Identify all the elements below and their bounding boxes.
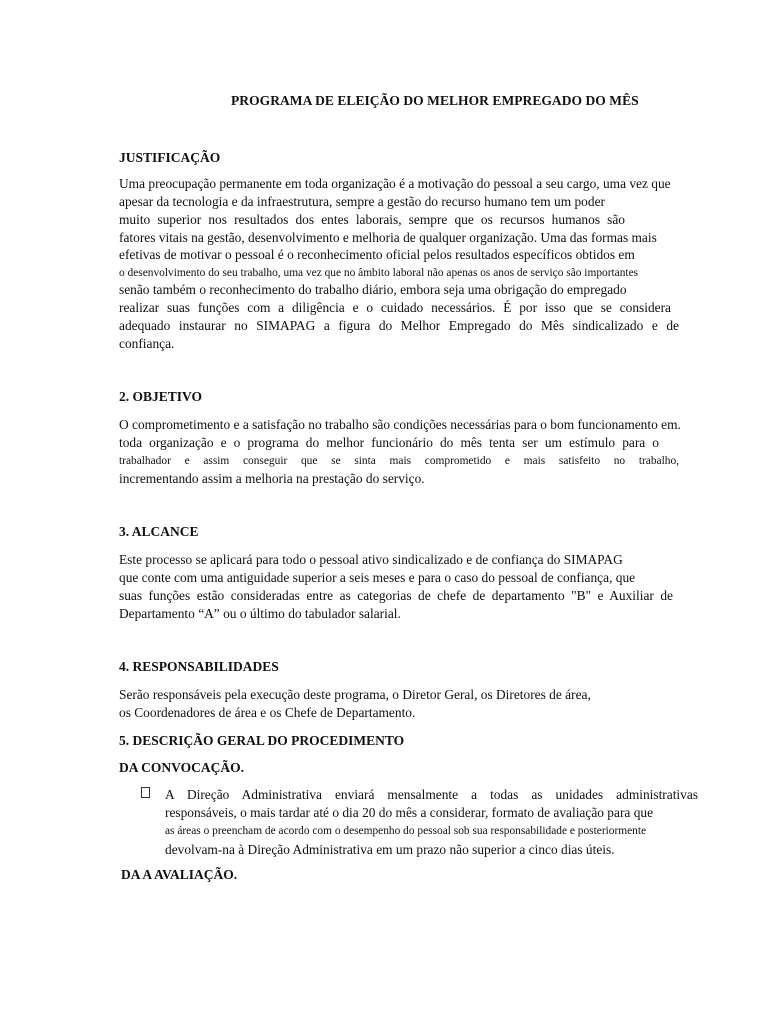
convocacao-line-4: devolvam-na à Direção Administrativa em um prazo não superior a cinco dias úteis.: [165, 842, 615, 857]
objetivo-line-1: O comprometimento e a satisfação no trabalho são condições necessárias para o bom funcionamento em.: [119, 417, 681, 432]
justificacao-line-1: Uma preocupação permanente em toda organização é a motivação do pessoal a seu cargo, uma vez que: [119, 176, 671, 191]
justificacao-line-5: efetivas de motivar o pessoal é o reconhecimento oficial pelos resultados específicos obtidos em: [119, 247, 635, 262]
justificacao-line-4: fatores vitais na gestão, desenvolvimento e melhoria de qualquer organização. Uma das formas mais: [119, 230, 657, 245]
convocacao-line-2: responsáveis, o mais tardar até o dia 20 do mês a considerar, formato de avaliação para que: [165, 805, 654, 820]
heading-descricao: 5. DESCRIÇÃO GERAL DO PROCEDIMENTO: [119, 733, 405, 748]
heading-justificacao: JUSTIFICAÇÃO: [119, 150, 221, 165]
objetivo-line-4: incrementando assim a melhoria na prestação do serviço.: [119, 471, 425, 486]
objetivo-line-2: toda organização e o programa do melhor funcionário do mês tenta ser um estímulo para o: [119, 435, 659, 450]
alcance-line-3: suas funções estão consideradas entre as categorias de chefe de departamento "B" e Auxiliar de: [119, 588, 673, 603]
objetivo-line-3: trabalhador e assim conseguir que se sinta mais comprometido e mais satisfeito no trabalho,: [119, 455, 679, 467]
justificacao-line-10: confiança.: [119, 336, 175, 351]
document-title: PROGRAMA DE ELEIÇÃO DO MELHOR EMPREGADO DO MÊS: [231, 93, 639, 108]
justificacao-line-8: realizar suas funções com a diligência e o cuidado necessários. É por isso que se considera: [119, 300, 671, 315]
heading-responsabilidades: 4. RESPONSABILIDADES: [119, 659, 279, 674]
bullet-marker: [141, 787, 150, 798]
justificacao-line-2: apesar da tecnologia e da infraestrutura, sempre a gestão do recurso humano tem um poder: [119, 194, 605, 209]
responsabilidades-line-1: Serão responsáveis pela execução deste programa, o Diretor Geral, os Diretores de área,: [119, 687, 591, 702]
convocacao-line-1: A Direção Administrativa enviará mensalmente a todas as unidades administrativas: [165, 787, 698, 802]
responsabilidades-line-2: os Coordenadores de área e os Chefe de Departamento.: [119, 705, 416, 720]
heading-objetivo: 2. OBJETIVO: [119, 389, 202, 404]
alcance-line-2: que conte com uma antiguidade superior a seis meses e para o caso do pessoal de confiança, que: [119, 570, 636, 585]
convocacao-line-3: as áreas o preencham de acordo com o desempenho do pessoal sob sua responsabilidade e posteriormente: [165, 825, 647, 837]
justificacao-line-9: adequado instaurar no SIMAPAG a figura do Melhor Empregado do Mês sindicalizado e de: [119, 318, 679, 333]
justificacao-line-7: senão também o reconhecimento do trabalho diário, embora seja uma obrigação do empregado: [119, 282, 627, 297]
justificacao-line-3: muito superior nos resultados dos entes laborais, sempre que os recursos humanos são: [119, 212, 625, 227]
alcance-line-1: Este processo se aplicará para todo o pessoal ativo sindicalizado e de confiança do SIMAPAG: [119, 552, 623, 567]
subheading-avaliacao: DA A AVALIAÇÃO.: [121, 867, 238, 882]
heading-alcance: 3. ALCANCE: [119, 524, 199, 539]
alcance-line-4: Departamento “A” ou o último do tabulador salarial.: [119, 606, 401, 621]
justificacao-line-6: o desenvolvimento do seu trabalho, uma vez que no âmbito laboral não apenas os anos de serviço são importantes: [119, 267, 639, 279]
subheading-convocacao: DA CONVOCAÇÃO.: [119, 760, 244, 775]
